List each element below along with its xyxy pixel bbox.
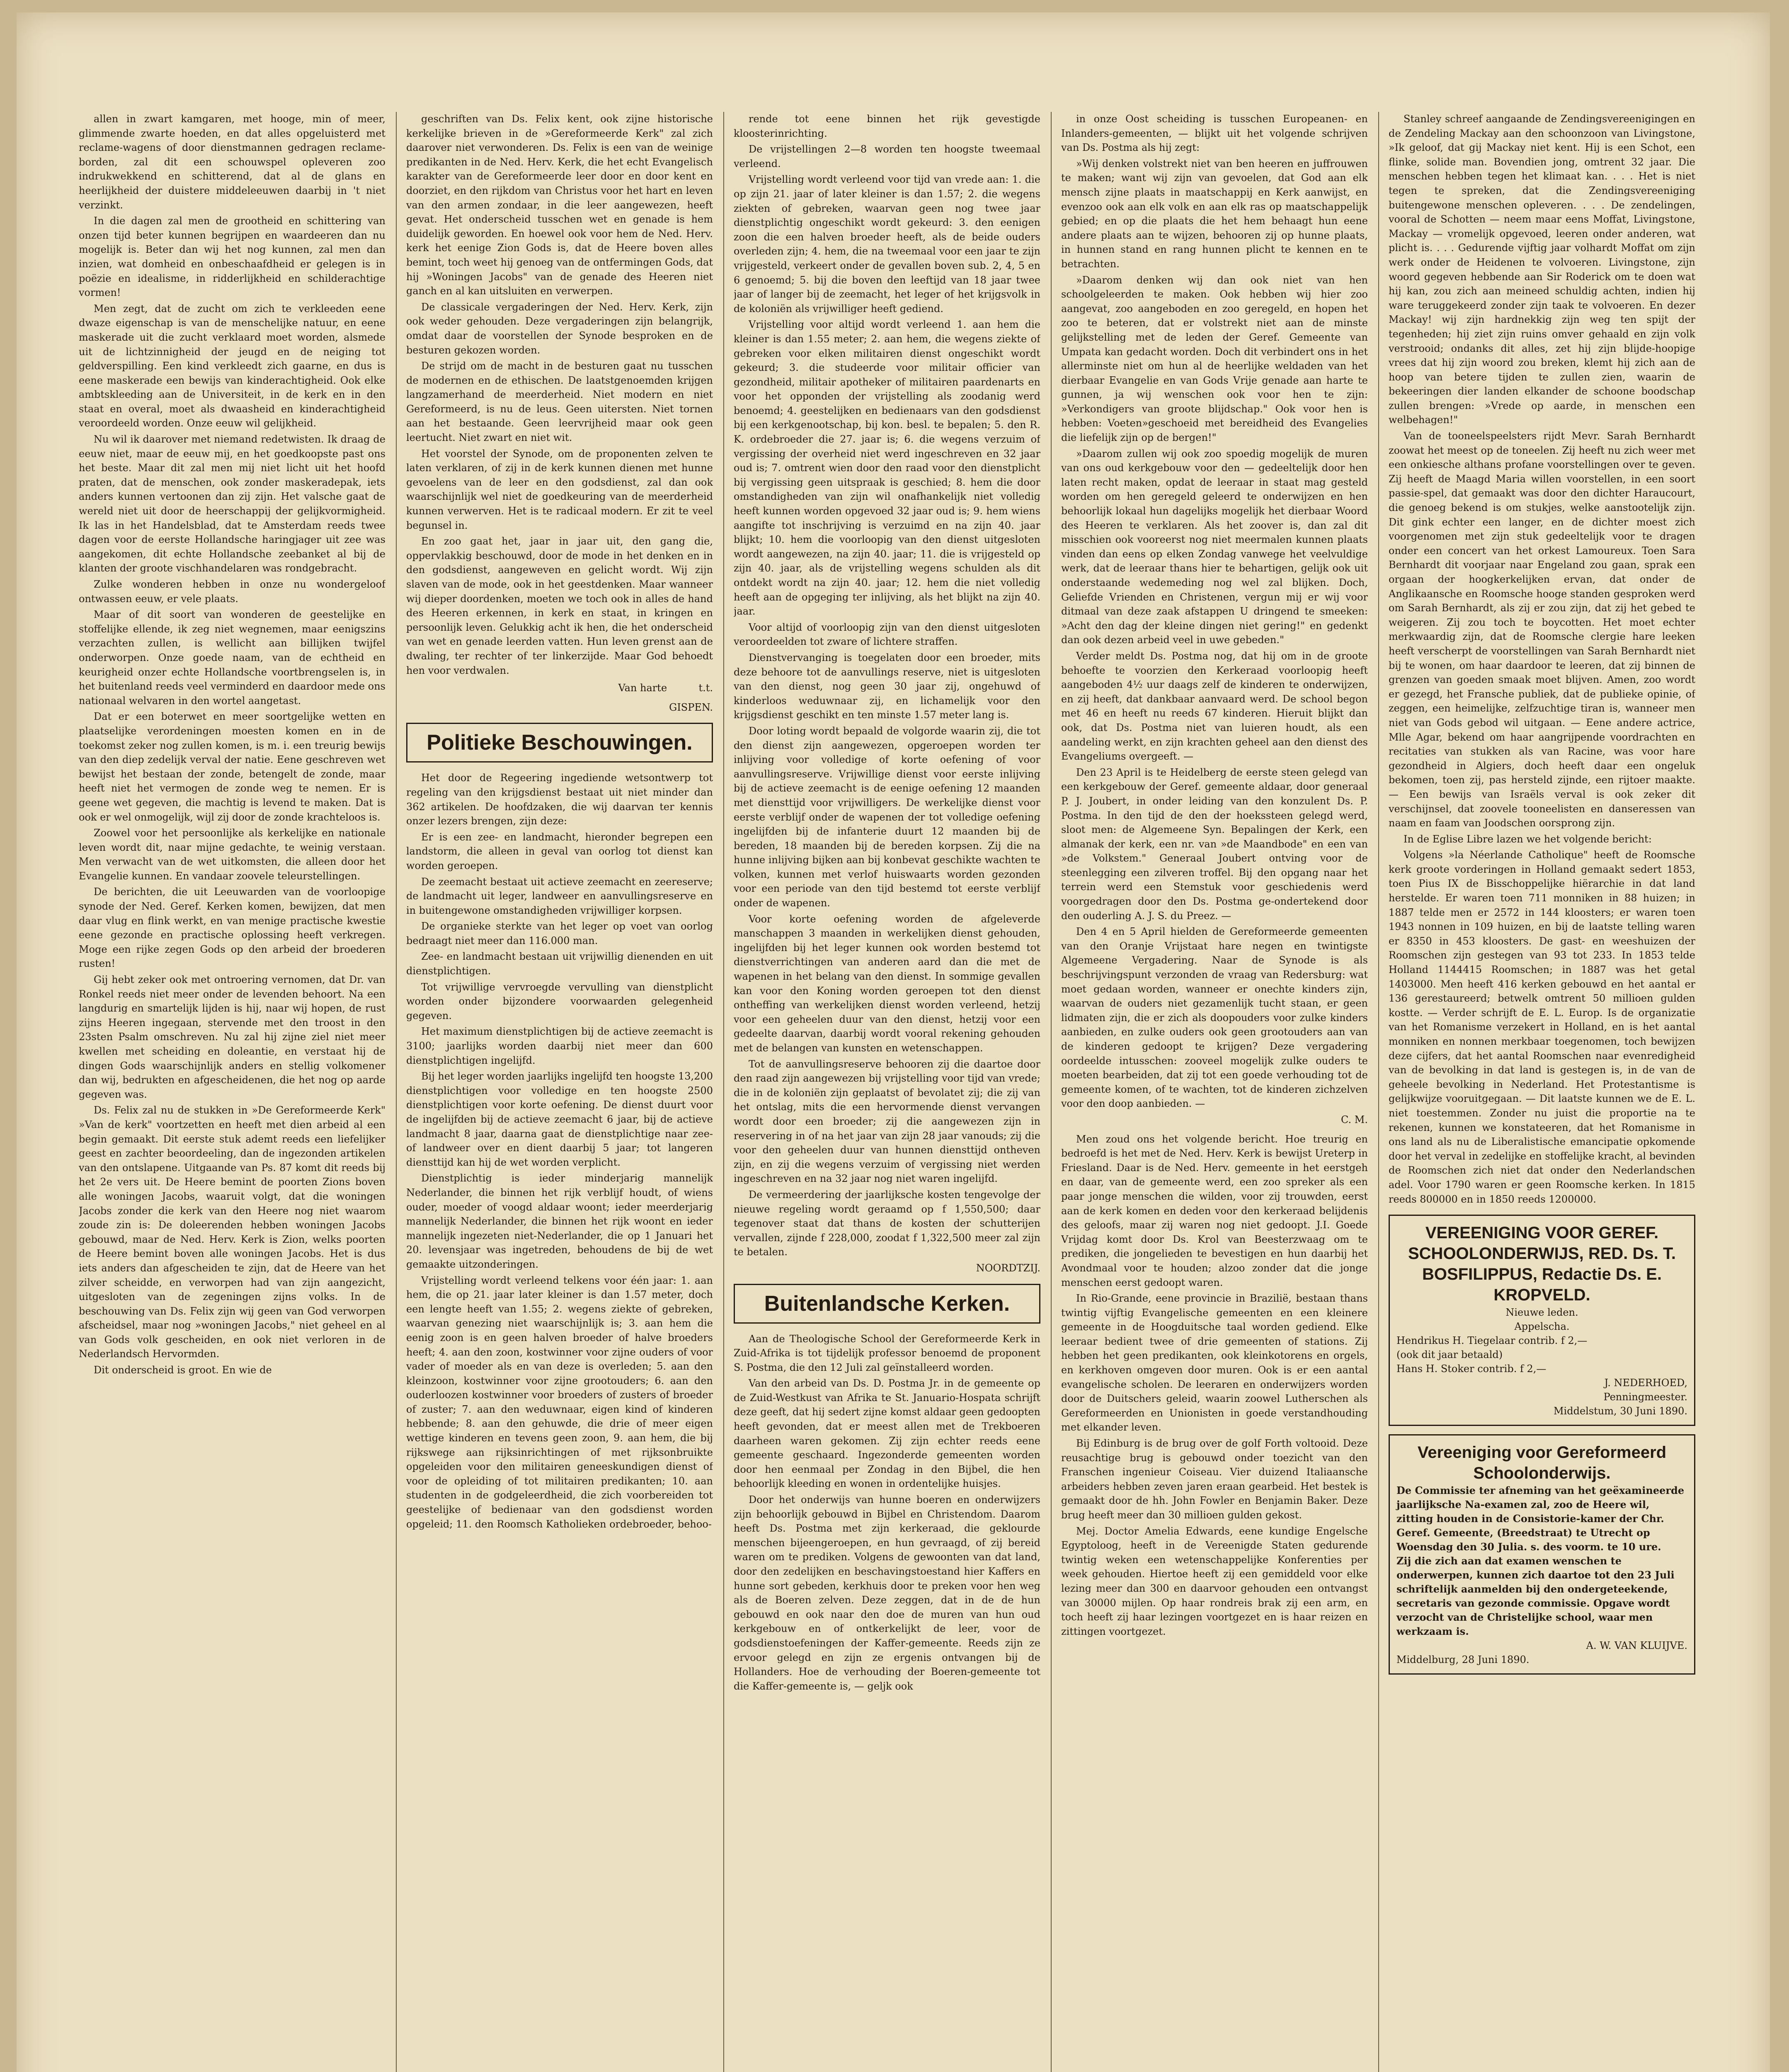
paragraph: Verder meldt Ds. Postma nog, dat hij om in de groote behoefte te voorzien den Kerkeraad voorloopig heeft aangeboden 4½ uur daags zelf de kinderen te onderwijzen, en zij heeft, dat dankbaar aanvaard werd. De school begon met 46 en heeft nu reeds 67 kinderen. Hieruit blijkt dan ook, dat Ds. Postma niet van luieren houdt, als een aandeling werkt, en zijn krachten geheel aan den dienst des Evangeliums overgeeft. — [1061,650,1368,762]
paragraph: Bij Edinburg is de brug over de golf Forth voltooid. Deze reusachtige brug is gebouwd onder toezicht van den Franschen ingenieur Coiseau. Vier duizend Italiaansche arbeiders hebben zeven jaren eraan gearbeid. Het bestek is gemaakt door de hh. John Fowler en Benjamin Baker. Deze brug heeft meer dan 30 millioen gulden gekost. [1061,1438,1368,1521]
paragraph: Dat er een boterwet en meer soortgelijke wetten en plaatselijke verordeningen moesten komen en in de toekomst zeker nog zullen komen, is m. i. een treurig bewijs van den diep zedelijk verval der natie. Eene geschreven wet bewijst het bestaan der zonde, betengelt de zonde, maar heeft niet het vermogen de zonde weg te nemen. Er is geene wet gegeven, die machtig is levend te maken. Dat is ook er wel onmogelijk, wijl zij door de zonde krachteloos is. [79,711,385,823]
paragraph: Van den arbeid van Ds. D. Postma Jr. in de gemeente op de Zuid-Westkust van Afrika te St. Januario-Hospata schrijft deze geeft, dat hij sedert zijne komst aldaar geen gedoopten heeft gevonden, dat er meest allen met de Trekboeren daarheen waren gekomen. Zij zijn echter reeds eene gemeente geschaard. Ingezonderde gemeenten worden door hen eenmaal per Zondag in den Bijbel, die hen behoorlijk kleeding en wonen in ordentelijke huisjes. [734,1377,1040,1490]
ad-body: De Commissie ter afneming van het geëxamineerde jaarlijksche Na-examen zal, zoo de Heere wil, zitting houden in de Consistorie-kamer der Chr. Geref. Gemeente, (Breedstraat) te Utrecht op Woensdag den 30 Julia. s. des voorm. te 10 ure. [1396,1484,1685,1553]
newspaper-page [17,12,1770,2072]
paragraph: Zoowel voor het persoonlijke als kerkelijke en nationale leven wordt dit, naar mijne gedachte, te weinig verstaan. Men verwacht van de wet uitkomsten, die alleen door het Evangelie kunnen. En vandaar zoovele teleurstellingen. [79,827,385,882]
paragraph: Tot de aanvullingsreserve behooren zij die daartoe door den raad zijn aangewezen bij vrijstelling voor tijd van vrede; die in de koloniën zijn geplaatst of bevolatet zij; die zij van het ontslag, mits die een hervormende dienst vervangen wordt door een broeder; zij die aangewezen zijn in reservering in of na het jaar van zijn 28 jaar vanouds; zij die voor den geheelen duur van hunnen diensttijd ontheven zijn, en zij die wegens verzuim of vergissing niet werden ingeschreven en na 32 jaar nog niet waren ingelijfd. [734,1058,1040,1185]
paragraph: »Wij denken volstrekt niet van ben heeren en juffrouwen te maken; want wij zijn van gevoelen, dat God aan elk mensch zijne plaats in maatschappij en Kerk aanwijst, en evenzoo ook aan elk volk en aan elk ras op maatschappelijk gebied; en op die plaats die het hem behaagt hun eene andere plaats aan te wijzen, behooren zij op hunne plaats, in hunnen stand en rang hunnen plicht te kennen en te betrachten. [1061,157,1368,270]
paragraph: Maar of dit soort van wonderen de geestelijke en stoffelijke ellende, ik zeg niet wegnemen, maar eenigszins verzachten zullen, is wellicht aan billijken twijfel onderworpen. Onze goede naam, van de echtheid en keurigheid onzer echte Hollandsche voortbrengselen is, in het buitenland reeds veel verminderd en daardoor mede ons nationaal welvaren in den wortel aangetast. [79,609,385,707]
paragraph: in onze Oost scheiding is tusschen Europeanen- en Inlanders-gemeenten, — blijkt uit het volgende schrijven van Ds. Postma als hij zegt: [1061,113,1368,154]
politieke-continuation [734,112,1040,1259]
paragraph: Dienstplichtig is ieder minderjarig mannelijk Nederlander, die binnen het rijk verblijf houdt, of wiens ouder, moeder of voogd aldaar woont; ieder meerderjarig mannelijk Nederlander, die binnen het rijk woont en ieder mannelijk ingezeten niet-Nederlander, die op 1 Januari het 20. levensjaar was ingetreden, behoudens de bij de wet gemaakte uitzonderingen. [406,1172,713,1270]
paragraph: Ds. Felix zal nu de stukken in »De Gereformeerde Kerk" »Van de kerk" voortzetten en heeft met dien arbeid al een begin gemaakt. Dit eerste stuk ademt reeds een liefelijker geest en zachter beoordeeling, dan de ingezonden artikelen van den ontslapene. Uitgaande van Ps. 87 komt dit reeds bij het 2e vers uit. De Heere bemint de poorten Zions boven alle woningen Jacobs, waaruit volgt, dat die woningen Jacobs zonder die kerk van den Heere nog niet waarom zoude zin is: De doleerenden hebben woningen Jacobs gebouwd, maar de Ned. Herv. Kerk is Zion, welks poorten de Heere bemint boven alle woningen Jacobs. Het is dus iets anders dan afgescheiden te zijn, dat de Heere van het zilver scheidde, en verworpen had van zijn aangezicht, uitgesloten van de zegeningen zijns volks. In de beschouwing van Ds. Felix zijn wij geen van God verworpen afscheidsel, maar nog »woningen Jacobs," niet geheel en al van Gods volk gescheiden, en ook niet verloren in de Nederlandsch Hervormden. [79,1104,385,1360]
paragraph: En zoo gaat het, jaar in jaar uit, den gang die, oppervlakkig beschouwd, door de mode in het denken en in den godsdienst, aangeweven en gelicht wordt. Wij zijn slaven van de mode, ook in het geestdenken. Maar wanneer wij dieper doordenken, moeten we toch ook in alles de hand des Heeren erkennen, in kerk en staat, in kringen en persoonlijk leven. Gelukkig acht ik hen, die het onderscheid van wet en genade leerden vatten. Hun leven grenst aan de dwaling, ter rechter of ter linkerzijde. Maar God behoedt hen voor verdwalen. [406,535,713,676]
column-2 [406,112,713,2072]
paragraph: De zeemacht bestaat uit actieve zeemacht en zeereserve; de landmacht uit leger, landweer en aanvullingsreserve en in buitengewone omstandigheden vrijwilliger korpsen. [406,876,713,916]
paragraph: »Daarom zullen wij ook zoo spoedig mogelijk de muren van ons oud kerkgebouw voor den — gedeeltelijk door hen laten recht maken, opdat de leeraar in staat mag gesteld worden om hen geregeld geleerd te onderwijzen en hen behoorlijk lokaal hun dagelijks mogelijk het dierbaar Woord des Heeren te verklaren. Als het zoover is, dan zal dit misschien ook vooreerst nog niet meermalen kunnen plaats vinden dan eens op elken Zondag vanwege het veelvuldige werk, dat de leeraar thans hier te behartigen, gelijk ook uit onderstaande wedemeding nog wel zal blijken. Doch, Geliefde Vrienden en Christenen, vergun mij er wij voor ditmaal van deze zaak afstappen U dringend te smeeken: »Acht den dag der kleine dingen niet gering!" en gedenkt dan ook dezen arbeid veel in uwe gebeden." [1061,448,1368,646]
ad-title: Vereeniging voor Gereformeerd Schoolonderwijs. [1417,1443,1667,1483]
paragraph: rende tot eene binnen het rijk gevestigde kloosterinrichting. [734,113,1040,139]
paragraph: Voor korte oefening worden de afgeleverde manschappen 3 maanden in werkelijken dienst gehouden, ingelijfden bij het leger kunnen ook worden bestemd tot dienstverrichtingen van anderen aard dan die met de wapenen in het belang van den dienst. In sommige gevallen kan voor den Koning worden geroepen tot den dienst ontheffing van werkelijken dienst worden verleend, hetzij voor een geheelen duur van den dienst, hetzij voor een gedeelte daarvan, daarbij wordt vooral rekening gehouden met de belangen van kunsten en wetenschappen. [734,913,1040,1054]
paragraph: Door het onderwijs van hunne boeren en onderwijzers zijn behoorlijk gebouwd in Bijbel en Christendom. Daarom heeft Ds. Postma met zijn kerkeraad, die geklourde menschen bijeengeroepen, en hun gevraagd, of zij bereid waren om te prediken. Volgens de gewoonten van dat land, door den zedelijken en beschavingstoestand hier Kaffers en hunne sort gebeden, kerkhuis door te preken voor hen weg als de Boeren zelven. Deze zeggen, dat in de de hun gebouwd en ook naar den doe de muren van hun oud kerkgebouw en of ontkerkelijkt de leer, voor de godsdienstoefeningen der Kaffer-gemeente. Reeds zijn ze ervoor gelegd en zijn ze ergenis ontvangen bij de Hollanders. Hoe de verhouding der Boeren-gemeente tot die Kaffer-gemeente is, — geljk ook [734,1494,1040,1692]
ad-subtitle-2: Appelscha. [1514,1321,1570,1333]
paragraph: Dit onderscheid is groot. En wie de [94,1364,272,1376]
paragraph: Het maximum dienstplichtigen bij de actieve zeemacht is 3100; jaarlijks worden daarbij niet meer dan 600 dienstplichtigen ingelijfd. [406,1026,713,1066]
paragraph: In de Eglise Libre lazen we het volgende bericht: [1404,833,1652,845]
paragraph: Het door de Regeering ingediende wetsontwerp tot regeling van den krijgsdienst bestaat uit niet minder dan 362 artikelen. De hoofdzaken, die wij daarvan ter kennis onzer lezers brengen, zijn deze: [406,772,713,827]
paragraph: Stanley schreef aangaande de Zendingsvereenigingen en de Zendeling Mackay aan den schoonzoon van Livingstone, »Ik geloof, dat gij Mackay niet kent. Hij is een Schot, een flinke, solide man. Bovendien jong, omtrent 32 jaar. Die menschen hebben tegen het klimaat kan. . . . Het is niet tegen te spreken, dat die Zendingsvereeniging buitengewone menschen opleveren. . . . De zendelingen, vooral de Schotten — neem maar eens Moffat, Livingstone, Mackay — vromelijk opgevoed, leeren onder anderen, wat plicht is. . . . Gedurende vijftig jaar volhardt Moffat om zijn werk onder de Heidenen te volvoeren. Livingstone, zijn woord gegeven hebbende aan Sir Roderick om te doen wat hij kan, zou zich aan meineed schuldig achten, indien hij ware teruggekeerd zonder zijn taak te volvoeren. En dezer Mackay! wij zijn hardnekkig zijn weg ten spijt der tegenheden; hij ziet zijn ruins omver gehaald en zijn volk verstrooid; ondanks dit alles, zet hij zijn blijde-hoopige vrees dat hij zijn woord zou breken, klemt hij zich aan de hoop van betere tijden te zullen zien, waarin de bekeeringen dier landen elkander de schoone boodschap zullen brengen: »Vrede op aarde, in menschen een welbehagen!" [1389,113,1695,426]
column-4 [1061,112,1368,2072]
paragraph: In die dagen zal men de grootheid en schittering van onzen tijd beter kunnen begrijpen en waardeeren dan nu mogelijk is. Beter dan wij het nog kunnen, zal men dan inzien, wat domheid en onbeschaafdheid er gelegen is in poëzie en idealisme, in ridderlijkheid en schilderachtige vormen! [79,215,385,299]
paragraph: Men zegt, dat de zucht om zich te verkleeden eene dwaze eigenschap is van de menschelijke natuur, en eene maskerade uit die zucht verklaard moet worden, alsmede uit de lichtzinnigheid der jeugd en de neiging tot geldverspilling. Een kind verkleedt zich gaarne, en dus is eene maskerade een bewijs van kinderachtigheid. Ook elke ambtskleeding aan de Universiteit, in de kerk en in den staat en overal, moet als dwaasheid en kinderachtigheid veroordeeld worden. Onze eeuw wil gelijkheid. [79,303,385,429]
paragraph: Volgens »la Néerlande Catholique" heeft de Roomsche kerk groote vorderingen in Holland gemaakt sedert 1853, toen Pius IX de Bisschoppelijke hiërarchie in dat land herstelde. Er waren toen 711 monniken in 88 huizen; in 1887 telde men er 2572 in 144 kloosters; er waren toen 1943 nonnen in 109 huizen, en bij de laatste telling waren er 8350 in 453 kloosters. De gast- en weeshuizen der Roomschen zijn gestegen van 93 tot 233. In 1853 telde Holland 1144415 Roomschen; in 1887 was het getal 1403000. Men heeft 416 kerken gebouwd en het aantal er 136 gerestaureerd; betwelk omtrent 50 millioen gulden kostte. — Verder schrijft de E. L. Europ. Is de organizatie van het Romanisme verzekert in Holland, en is het aantal monniken en nonnen merkbaar toegenomen, toch bewijzen deze cijfers, dat het aantal Roomschen naar evenredigheid van de bevolking in dat land is gestegen is, in de van de geheele bevolking in Nederland. Het Protestantisme is gelijkwijze vooruitgegaan. — Dit laatste kunnen we de E. L. niet toestemmen. Zonder nu juist die proportie na te rekenen, kunnen we konstateeren, dat het Romanisme in ons land als nu de Liberalistische emancipatie opkomende door het verval in zedelijke en stoffelijke kracht, al bevinden de Roomschen zich niet dat onder den Nederlandschen adel. Voor 1790 waren er geen Roomsche kerken. In 1815 reeds 800000 en in 1850 reeds 1200000. [1389,849,1695,1205]
paragraph: Het voorstel der Synode, om de proponenten zelven te laten verklaren, of zij in de kerk kunnen dienen met hunne gevoelens van de leer en den godsdienst, zal dan ook waarschijnlijk wel niet de goedkeuring van de meerderheid kunnen verwerven. Het is te radicaal modern. Er zit te veel begunsel in. [406,448,713,531]
misc-news [1389,112,1695,1206]
section-heading-politieke: Politieke Beschouwingen. [406,723,713,762]
paragraph: Bij het leger worden jaarlijks ingelijfd ten hoogste 13,200 dienstplichtigen voor volledige en ten hoogste 2500 dienstplichtigen voor korte oefening. De dienst duurt voor de ingelijfden bij de actieve zeemacht 6 jaar, bij de actieve landmacht 8 jaar, daarna gaat de dienstplichtige naar zee- of landweer over en dient daarbij 5 jaar; tot langeren diensttijd kan hij de wet worden verplicht. [406,1070,713,1168]
column-rule [723,112,724,2072]
paragraph: De berichten, die uit Leeuwarden van de voorloopige synode der Ned. Geref. Kerken komen, bewijzen, dat men daar vlug en flink werkt, en van menige practische kwestie eene gezonde en practische oplossing heeft verkregen. Moge een rijke zegen Gods op den arbeid der broederen rusten! [79,886,385,970]
ad-line: Hans H. Stoker contrib. f 2,— [1396,1363,1547,1375]
paragraph: De vermeerdering der jaarlijksche kosten tengevolge der nieuwe regeling wordt geraamd op f 1,550,500; daar tegenover staat dat thans de kosten der schutterijen vervallen, zijnde f 228,000, zoodat f 1,322,500 meer zal zijn te betalen. [734,1188,1040,1258]
paragraph: Door loting wordt bepaald de volgorde waarin zij, die tot den dienst zijn aangewezen, opgeroepen worden ter inlijving voor volledige of korte oefening of voor aanvullingsreserve. Vrijwillige dienst voor eerste inlijving bij de actieve zeemacht is de eenige oefening 12 maanden met diensttijd voor vrijwilligers. De werkelijke dienst voor eerste verblijf onder de wapenen der tot volledige oefening ingelijfden bij de infanterie duurt 12 maanden bij de bereden, 18 maanden bij de bereden korpsen. Zij die na hunne inlijving bijken aan bij konbevat geschikte wachten te volken, kunnen met verlof huiswaarts worden gezonden voor een periode van den tijd bestemd tot eerste verblijf onder de wapenen. [734,725,1040,909]
author-signature: GISPEN. [669,701,713,713]
paragraph: Dienstvervanging is toegelaten door een broeder, mits deze behoore tot de aanvullings reserve, niet is uitgesloten van den dienst, nog geen 30 jaar zij, ongehuwd of kinderloos weduwnaar zij, en lichamelijk voor den krijgsdienst geschikt en ten minste 1.57 meter lang is. [734,651,1040,721]
column-5 [1389,112,1695,2072]
paragraph: Vrijstelling wordt verleend telkens voor één jaar: 1. aan hem, die op 21. jaar later kleiner is dan 1.57 meter, doch een lengte heeft van 1.55; 2. wegens ziekte of gebreken, waarvan genezing niet waarschijnlijk is; 3. aan hem die eenig zoon is en geen halven broeder of halve broeders heeft; 4. aan den zoon, kostwinner voor zijne ouders of voor vader of moeder als en van deze is overleden; 5. aan den kleinzoon, kostwinner voor zijne grootouders; 6. aan den ouderloozen kostwinner voor broeders of zusters of broeder of zuster; 7. aan den weduwnaar, eigen kind of kinderen hebbende; 8. aan den gehuwde, die drie of meer eigen wettige kinderen en tevens geen zoon, 9. aan hem, die bij rijkswege aan rijksinrichtingen of met rijksonbruikte opgeleiden voor den militairen geneeskundigen dienst of voor de opleiding of tot militairen predikanten; 10. aan studenten in de godgeleerdheid, die zich voorbereiden tot geestelijke of bedienaar van den godsdienst worden opgeleid; 11. den Roomsch Katholieken ordebroeder, behoo- [406,1274,713,1530]
ad-title: VEREENIGING VOOR GEREF. SCHOOLONDERWIJS, RED. Ds. T. BOSFILIPPUS, Redactie Ds. E. KROPVELD. [1408,1224,1676,1305]
ad-line: Hendrikus H. Tiegelaar contrib. f 2,— [1396,1335,1588,1347]
buitenlandsche-article [734,1332,1040,1694]
paragraph: Nu wil ik daarover met niemand redetwisten. Ik draag de eeuw niet, maar de eeuw mij, en het goedkoopste past ons het beste. Maar dit zal men mij niet licht uit het hoofd praten, dat de menschen, ook zonder maskeradepak, iets anders kunnen vertoonen dan zij zijn. Het valsche gaat de wereld niet uit door de heerschappij der gelijkvormigheid. Ik las in het Handelsblad, dat te Amsterdam reeds twee dagen voor de eerste Hollandsche haringjager uit zee was aangekomen, dit echte Hollandsche zeebanket al bij de klanten der groote vischhandelaren was rondgebracht. [79,433,385,574]
ad-signer-role: Penningmeester. [1603,1391,1687,1403]
paragraph: De strijd om de macht in de besturen gaat nu tusschen de modernen en de ethischen. De laatstgenoemden krijgen langzamerhand de meerderheid. Niet modern en niet Gereformeerd, is nu de leus. Geen uitersten. Niet tornen aan het bestaande. Geen leervrijheid maar ook geen leertucht. Niet zwart en niet wit. [406,360,713,444]
paragraph: allen in zwart kamgaren, met hooge, min of meer, glimmende zwarte hoeden, en dat alles opgeluisterd met reclame-wagens of door dienstmannen gedragen reclame-borden, zal dit een schouwspel opleveren zoo indrukwekkend en schitterend, dat al de glans en heerlijkheid der duistere middeleeuwen daarbij in 't niet verzinkt. [79,113,385,211]
closing-line [406,681,713,695]
article-continuation [406,112,713,678]
paragraph: Mej. Doctor Amelia Edwards, eene kundige Engelsche Egyptoloog, heeft in de Vereenigde Staten gedurende twintig weken een wetenschappelijke Konferenties per week gehouden. Hiertoe heeft zij een gemiddeld voor elke lezing meer dan 300 en daarvoor gehouden een ontvangst van 30000 mijlen. Op haar rondreis brak zij een arm, en toch heeft zij haar lezingen voortgezet en is haar reizen en zittingen voortgezet. [1061,1525,1368,1637]
ad-subtitle: Nieuwe leden. [1505,1307,1578,1319]
paragraph: geschriften van Ds. Felix kent, ook zijne historische kerkelijke brieven in de »Gereformeerde Kerk" zal zich daarover niet verwonderen. Ds. Felix is een van de weinige predikanten in de Ned. Herv. Kerk, die het echt Evangelisch karakter van de Gereformeerde leer door en door kent en doorziet, en den rijkdom van Christus voor het hart en leven van den armen zondaar, in die leer aangewezen, heeft gevat. Het onderscheid tusschen wet en genade is hem duidelijk geworden. En hoewel ook voor hem de Ned. Herv. kerk het eenige Zion Gods is, dat de Heere boven alles bemint, toch weet hij genoeg van de ontfermingen Gods, dat hij »Woningen Jacobs" van de genade des Heeren niet ganch en al kan uitsluiten en verwerpen. [406,113,713,297]
paragraph: Aan de Theologische School der Gereformeerde Kerk in Zuid-Afrika is tot tijdelijk professor benoemd de proponent S. Postma, die den 12 Juli zal geïnstalleerd worden. [734,1333,1040,1373]
paragraph: Voor altijd of voorloopig zijn van den dienst uitgesloten veroordeelden tot zware of lichtere straffen. [734,621,1040,648]
kerken-continuation [1061,112,1368,1111]
ad-signer: A. W. VAN KLUIJVE. [1586,1640,1687,1652]
column-1 [79,112,385,2072]
ad-body: Zij die zich aan dat examen wenschen te onderwerpen, kunnen zich daartoe tot den 23 Juli schriftelijk aanmelden bij den ondergeteekende, secretaris van gezonde commissie. Opgave wordt verzocht van de Christelijke school, waar men werkzaam is. [1396,1555,1675,1638]
paragraph: Gij hebt zeker ook met ontroering vernomen, dat Dr. van Ronkel reeds niet meer onder de levenden behoort. Na een langdurig en smartelijk lijden is hij, naar wij hopen, de rust zijns Heeren ingegaan, stervende met den troost in den 23sten Psalm omschreven. Nu zal hij zijne ziel niet meer kwellen met scheiding en doleantie, en verstaat hij de dingen Gods waarschijnlijk anders en stellig volkomener dan wij, bedrukten en afgescheidenen, die het nog op aarde gegeven was. [79,974,385,1100]
paragraph: Den 23 April is te Heidelberg de eerste steen gelegd van een kerkgebouw der Geref. gemeente aldaar, door generaal P. J. Joubert, in onder leiding van den konzulent Ds. P. Postma. In den tijd de den der hoekssteen gelegd werd, sloot men: de Algemeene Syn. Bepalingen der Kerk, een almanak der kerk, een nr. van »de Maandbode" en een van »de Volkstem." Generaal Joubert ontving voor de steenlegging een zilveren troffel. Bij den opgang naar het terrein werd een Stemstuk voor geschiedenis werd voorgedragen door den Ds. Postma ge-ondertekend door den ouderling A. J. S. du Preez. — [1061,766,1368,922]
paragraph: In Rio-Grande, eene provincie in Brazilië, bestaan thans twintig vijftig Evangelische gemeenten en een kleinere gemeente in de Hoogduitsche taal worden gediend. Elke leeraar bedient twee of drie gemeenten of stations. Zij hebben het geen predikanten, ook kleinkotorens en orgels, en kerkhoven omgeven door muren. Ook is er een aantal evangelische scholen. De leeraren en onderwijzers worden door de Duitschers geleid, waarin zoowel Lutherschen als Gereformeerden en Unionisten in goede verstandhouding met elkander leven. [1061,1293,1368,1433]
paragraph: Den 4 en 5 April hielden de Gereformeerde gemeenten van den Oranje Vrijstaat hare negen en twintigste Algemeene Vergadering. Naar de Synode is als beschrijvingspunt verzonden de vraag van Redersburg: wat moet gedaan worden, wanneer er onechte kinders zijn, waarvan de ouders niet gezamenlijk tucht staan, er geen lidmaten zijn, die er zich als doopouders voor zulke kinders aanbieden, en zulke ouders ook geen grootouders aan van de kinderen gedoopt te krijgen? Deze vergadering oordeelde intusschen: zooveel mogelijk zulke ouders te moeten bearbeiden, dat zij tot een goede verhouding tot de gemeente komen, of te wachten, tot de kinderen zichzelven voor den doop aanbieden. — [1061,926,1368,1110]
paragraph: De classicale vergaderingen der Ned. Herv. Kerk, zijn ook weder gehouden. Deze vergaderingen zijn belangrijk, omdat daar de voorstellen der Synode besproken en de besturen gekozen worden. [406,301,713,356]
paragraph: Tot vrijwillige vervroegde vervulling van dienstplicht worden onder bijzondere voorwaarden gelegenheid gegeven. [406,981,713,1021]
column-rule [1051,112,1052,2072]
paragraph: Vrijstelling voor altijd wordt verleend 1. aan hem die kleiner is dan 1.55 meter; 2. aan hem, die wegens ziekte of gebreken voor elken militairen dienst ongeschikt wordt gekeurd; 3. die studeerde voor militair officier van gezondheid, militair apotheker of militairen paardenarts en voor het opponden der vrijstelling als zoodanig werd benoemd; 4. geestelijken en bedienaars van den godsdienst bij een kerkgenootschap, bij kon. besl. te bepalen; 5. den R. K. ordebroeder die 27. jaar is; 6. die wegens verzuim of vergissing der overheid niet werd ingeschreven en 32 jaar oud is; 7. omtrent wien door den raad voor den dienstplicht bij vergissing geen uitspraak is geschied; 8. hem die door omstandigheden van zijn wil onafhankelijk niet volledig heeft kunnen worden opgevoed 32 jaar oud is; 9. hem wiens aangifte tot inschrijving is verzuimd en na zijn 40. jaar blijkt; 10. hem die voorloopig van den dienst uitgesloten wordt aangewezen, na zijn 40. jaar; 11. die is vrijgesteld op zijn 40. jaar, als de vrijstelling wegens schulden als dit ontdekt wordt na zijn 40. jaar; 12. hem die niet volledig heeft aan de opgeging ter inlijving, als het blijkt na zijn 40. jaar. [734,319,1040,617]
paragraph: Men zoud ons het volgende bericht. Hoe treurig en bedroefd is het met de Ned. Herv. Kerk is bewijst Ureterp in Friesland. Daar is de Ned. Herv. gemeente in het eerstgeh en daar, van de gemeente werd, een zoo spreker als een paar jonge menschen die wilden, voor zij trouwden, eerst aan de kerk komen en deden voor den kerkeraad belijdenis des geloofs, maar zij waren nog niet gedoopt. J.I. Goede Vrijdag komt door Ds. Krol van Beesterzwaag om te prediken, die jongelieden te bevestigen en hun daarbij het Avondmaal voor te houden; alzoo zonder dat die jonge menschen eerst gedoopt waren. [1061,1133,1368,1288]
author-signature: C. M. [1341,1113,1368,1126]
paragraph: De vrijstellingen 2—8 worden ten hoogste tweemaal verleend. [734,143,1040,169]
paragraph: Van de tooneelspeelsters rijdt Mevr. Sarah Bernhardt zoowat het meest op de toneelen. Zij heeft nu zich weer met een onkiesche althans profane voorstellingen over te geven. Zij heeft de Maagd Maria willen voorstellen, in een soort passie-spel, dat gemaakt was door den dichter Haraucourt, die genoeg bekend is om stukjes, welke aanstootelijk zijn. Dit gink echter een langer, en de dichter moest zich voorgenomen met zijn stuk gedeeltelijk voor te dragen onder een concert van het orkest Lamoureux. Toen Sara Bernhardt dit voorjaar naar Engeland zou gaan, sprak een orgaan der hoogkerkelijken ervan, dat onder de Anglikaansche en Roomsche hooge standen gesproken werd om Sarah Bernhardt, als zij er zou zijn, dat zij het gebed te weigeren. Zij zou toch te boycotten. Het moet echter merkwaardig zijn, dat de Roomsche clergie hare leeken heeft verscherpt de voorstellingen van Sarah Bernhardt niet bij te wonen, om haar daardoor te leeren, dat zij binnen de grenzen van goeden smaak moet blijven. Amen, zoo wordt er gezegd, het Fransche publiek, dat de publieke opinie, of zeggen, een heimelijke, zelfzuchtige tiran is, wanneer men niet van Gods gebod wil uitgaan. — Eene andere actrice, Mlle Agar, bekend om haar aangrijpende voordrachten en recitaties van stukken als van Racine, was voor hare gezondheid in Algiers, doch heeft daar een ongeluk bekomen, toen zij, pas hersteld zijnde, een rijtoer maakte. — Een bewijs van Israëls verval is ook zeker dit verschijnsel, dat zoovele tooneelisten en danseressen van naam en faam van Joodschen oorsprong zijn. [1389,430,1695,829]
paragraph: »Daarom denken wij dan ook niet van hen schoolgeleerden te maken. Ook hebben wij hier zoo aangevat, zoo aangeboden en zoo geregeld, en hopen het zoo te beteren, dat er volstrekt niet aan de minste gelijkstelling met de leden der Geref. Gemeente van Umpata kan gedacht worden. Doch dit verbindert ons in het allerminste niet om hun al de heerlijke weldaden van het dierbaar Evangelie en van Gods Vrije genade aan harte te gunnen, ja wij wenschen ook voor hen te zijn: »Verkondigers van groote blijdschap." Ook voor hen is hebben: Voeten»geschoeid met bereidheid des Evangelies die liefelijk zijn op de bergen!" [1061,274,1368,444]
paragraph: Vrijstelling wordt verleend voor tijd van vrede aan: 1. die op zijn 21. jaar of later kleiner is dan 1.57; 2. die wegens ziekten of gebreken, waarvan geen nog twee jaar dienstplichtig ongeschikt wordt gekeurd: 3. den eenigen zoon die een halven broeder heeft, als de beide ouders overleden zijn; 4. hem, die na tweemaal voor een jaar te zijn vrijgesteld, verkeert onder de gevallen boven sub. 2, 4, 5 en 6 genoemd; 5. bij die boven den leeftijd van 18 jaar twee jaar of langer bij de zeemacht, het leger of het krijgsvolk in de koloniën als vrijwilliger heeft gediend. [734,174,1040,315]
closing-tt: t.t. [698,682,713,694]
kerken-news [1061,1132,1368,1639]
ad-signer: J. NEDERHOED, [1604,1377,1687,1389]
paragraph: De organieke sterkte van het leger op voet van oorlog bedraagt niet meer dan 116.000 man. [406,920,713,946]
section-heading-buitenlandsche: Buitenlandsche Kerken. [734,1284,1040,1324]
ad-date: Middelburg, 28 Juni 1890. [1396,1654,1530,1666]
closing-greeting: Van harte [618,682,667,694]
column-rule [396,112,397,2072]
paragraph: Zulke wonderen hebben in onze nu wondergeloof ontwassen eeuw, er vele plaats. [79,579,385,605]
paragraph: Er is een zee- en landmacht, hieronder begrepen een landstorm, die alleen in geval van oorlog tot dienst kan worden geroepen. [406,831,713,871]
ad-date: Middelstum, 30 Juni 1890. [1553,1405,1687,1417]
politieke-article [406,771,713,1531]
advertisement-schoolonderwijs [1389,1215,1695,1426]
paragraph: Zee- en landmacht bestaan uit vrijwillig dienenden en uit dienstplichtigen. [406,951,713,977]
advertisement-examen [1389,1434,1695,1675]
ad-line: (ook dit jaar betaald) [1396,1349,1503,1361]
column-3 [734,112,1040,2072]
author-signature: NOORDTZIJ. [976,1262,1040,1274]
column-rule [1378,112,1379,2072]
